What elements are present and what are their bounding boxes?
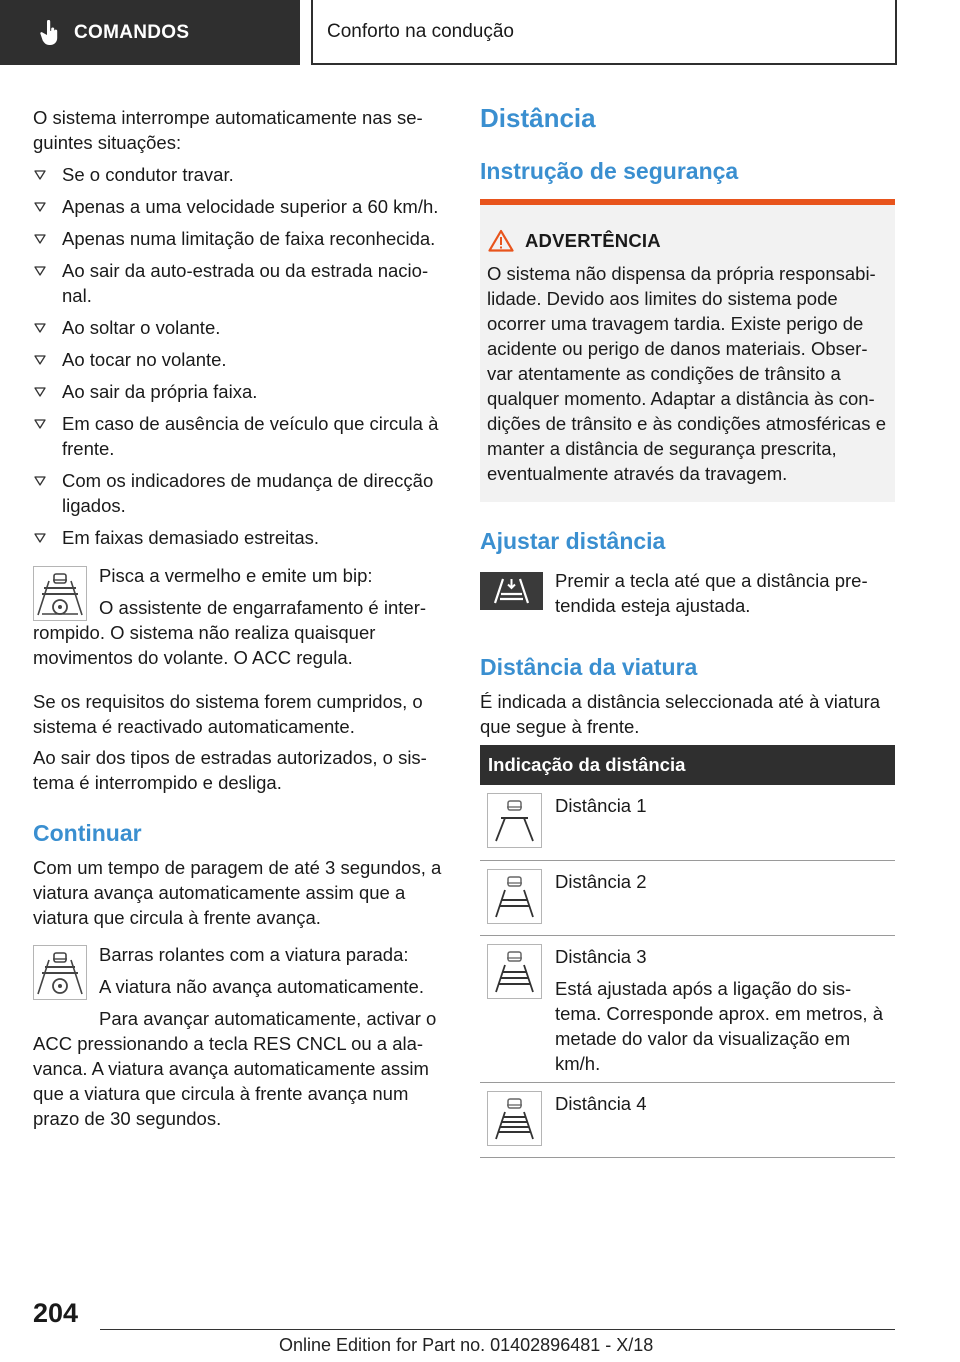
triangle-bullet-icon [34, 355, 46, 365]
warning-triangle-icon [488, 229, 514, 252]
list-item [33, 468, 453, 518]
continuar-heading: Continuar [33, 820, 142, 846]
list-item [33, 411, 453, 461]
triangle-bullet-icon [34, 533, 46, 543]
distancia-heading: Distância [480, 103, 596, 133]
road-type-paragraph: Ao sair dos tipos de estradas autorizados, o sis-tema é interrompido e desliga. [33, 747, 427, 793]
block2-line3: Para avançar automaticamente, activar o ACC pressionando a tecla RES CNCL ou a ala-vanca. A viatura avança automaticamente assim que a viatura que circula à frente avança num prazo de 30 segundos. [33, 1008, 437, 1129]
row-title: Distância 1 [555, 795, 647, 816]
reactivation-paragraph: Se os requisitos do sistema forem cumpridos, o sistema é reactivado automaticamente. [33, 691, 423, 737]
triangle-bullet-icon [34, 387, 46, 397]
viatura-text: É indicada a distância seleccionada até à viatura que segue à frente. [480, 691, 881, 737]
warning-text: O sistema não dispensa da própria responsabi-lidade. Devido aos limites do sistema pode ocorrer uma travagem tardia. Existe perigo de acidente ou perigo de danos materiais. Obser-var atentamente as condições de trânsito a qualquer momento. Adaptar a distância às con-dições de trânsito e às condições atmosféricas e manter a distância de segurança prescrita, eventualmente através da travagem. [487, 263, 886, 484]
row-title: Distância 2 [555, 871, 647, 892]
list-item-text: Ao sair da própria faixa. [62, 381, 258, 402]
list-item-text: Ao tocar no volante. [62, 349, 227, 370]
triangle-bullet-icon [34, 266, 46, 276]
list-item [33, 258, 453, 308]
distance-2-icon [487, 869, 542, 924]
triangle-bullet-icon [34, 419, 46, 429]
row-description: Está ajustada após a ligação do sis-tema. Corresponde aprox. em metros, à metade do valor da visualização em km/h. [555, 978, 884, 1074]
table-row [480, 861, 895, 936]
ajustar-text: Premir a tecla até que a distância pre-tendida esteja ajustada. [555, 570, 868, 616]
list-item [33, 525, 453, 550]
table-row [480, 1083, 895, 1158]
block1-line1: Pisca a vermelho e emite um bip: [99, 565, 373, 586]
page-number: 204 [33, 1298, 79, 1328]
distance-3-icon [487, 944, 542, 999]
warning-box [480, 199, 895, 502]
rolling-bars-icon [33, 945, 87, 1000]
distance-button-icon [480, 572, 543, 610]
distance-table-header: Indicação da distância [480, 745, 895, 785]
triangle-bullet-icon [34, 476, 46, 486]
safety-instruction-heading: Instrução de segurança [480, 158, 739, 184]
triangle-bullet-icon [34, 170, 46, 180]
hand-pointer-icon [40, 20, 60, 46]
warning-title-row [488, 229, 661, 252]
row-title: Distância 4 [555, 1093, 647, 1114]
list-item-text: Se o condutor travar. [62, 164, 234, 185]
continuar-paragraph: Com um tempo de paragem de até 3 segundos, a viatura avança automaticamente assim que a viatura que circula à frente avança. [33, 857, 442, 928]
list-item [33, 226, 453, 251]
block2-line1: Barras rolantes com a viatura parada: [99, 944, 409, 965]
footer-divider [100, 1329, 895, 1330]
triangle-bullet-icon [34, 202, 46, 212]
table-row [480, 936, 895, 1083]
list-item-text: Apenas a uma velocidade superior a 60 km/h. [62, 196, 439, 217]
section-title: Conforto na condução [311, 0, 897, 65]
list-item-text: Em caso de ausência de veículo que circula à frente. [62, 413, 439, 459]
triangle-bullet-icon [34, 234, 46, 244]
interrupt-conditions-list [33, 162, 453, 557]
list-item [33, 347, 453, 372]
distance-4-icon [487, 1091, 542, 1146]
list-item-text: Ao sair da auto-estrada ou da estrada nacio-nal. [62, 260, 429, 306]
block1-line2: O assistente de engarrafamento é inter-rompido. O sistema não realiza quaisquer movimentos do volante. O ACC regula. [33, 597, 427, 668]
ajustar-heading: Ajustar distância [480, 528, 666, 554]
viatura-heading: Distância da viatura [480, 654, 698, 680]
list-item-text: Ao soltar o volante. [62, 317, 221, 338]
distance-1-icon [487, 793, 542, 848]
list-item [33, 379, 453, 404]
row-title: Distância 3 [555, 946, 647, 967]
block2-line2: A viatura não avança automaticamente. [99, 976, 424, 997]
list-item-text: Em faixas demasiado estreitas. [62, 527, 320, 548]
chapter-label: COMANDOS [74, 21, 190, 43]
chapter-tab [0, 0, 300, 65]
list-item [33, 194, 453, 219]
triangle-bullet-icon [34, 323, 46, 333]
list-item-text: Com os indicadores de mudança de direcção ligados. [62, 470, 434, 516]
list-item [33, 162, 453, 187]
list-item [33, 315, 453, 340]
table-row [480, 785, 895, 861]
list-item-text: Apenas numa limitação de faixa reconhecida. [62, 228, 436, 249]
warning-title: ADVERTÊNCIA [525, 229, 661, 251]
intro-paragraph: O sistema interrompe automaticamente nas se-guintes situações: [33, 107, 423, 153]
edition-footer: Online Edition for Part no. 01402896481 - X/18 [279, 1335, 654, 1355]
